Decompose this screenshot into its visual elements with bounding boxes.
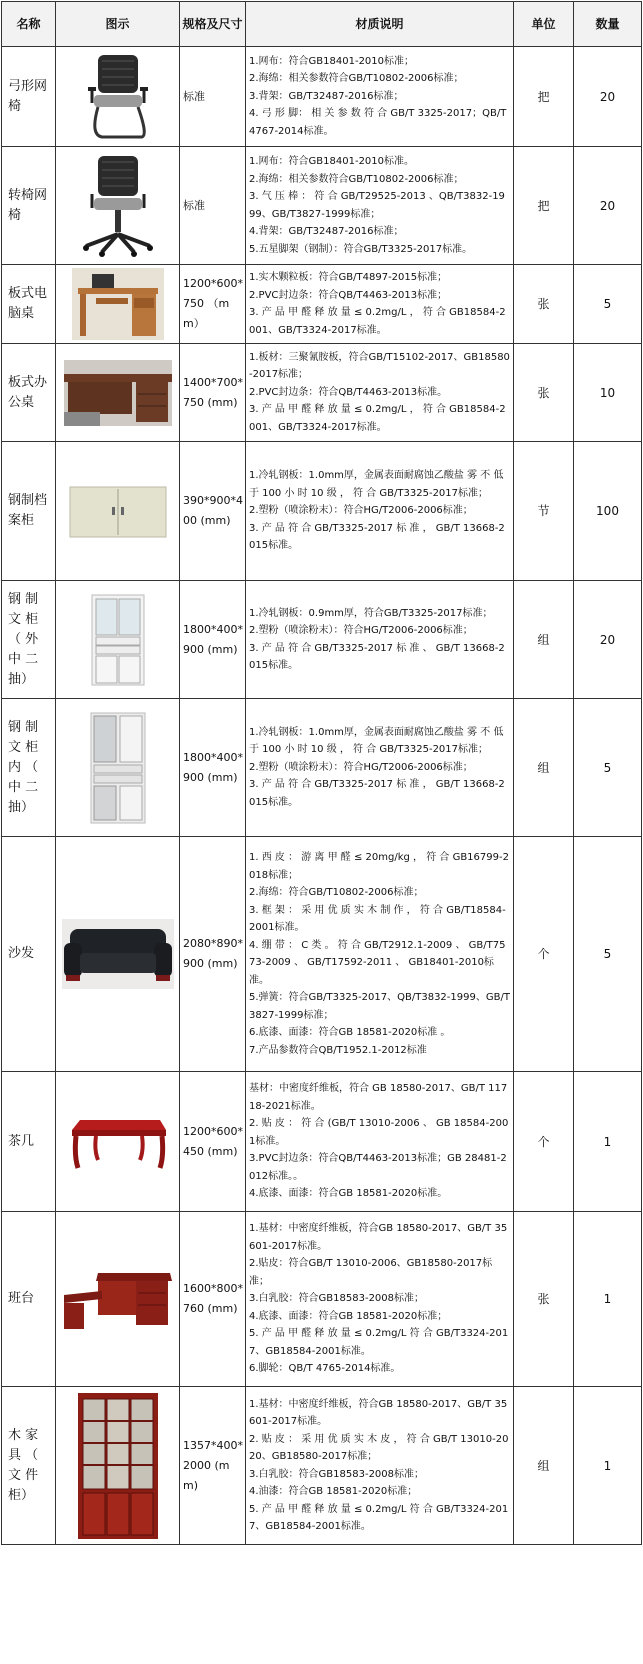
item-material — [246, 47, 514, 147]
table-row — [2, 581, 642, 699]
item-qty: 10 — [574, 344, 642, 442]
material-line: 3.背架：GB/T32487-2016标准； — [249, 90, 404, 102]
item-image — [56, 1212, 180, 1387]
bow-mesh-chair-icon — [56, 51, 179, 143]
item-name: 木 家 具 （ 文 件柜） — [2, 1387, 56, 1545]
leather-sofa-icon — [56, 919, 179, 989]
header-unit: 单位 — [514, 2, 574, 47]
item-qty: 20 — [574, 47, 642, 147]
material-line: 1.冷轧钢板：1.0mm厚，金属表面耐腐蚀乙酸盐 雾 不 低 于 100 小 时 10 级 ， 符 合 GB/T3325-2017标准； — [249, 726, 504, 756]
material-line: 1.基材：中密度纤维板，符合GB 18580-2017、GB/T 35601-2017标准。 — [249, 1223, 508, 1252]
table-row — [2, 1072, 642, 1212]
item-name: 沙发 — [2, 837, 56, 1072]
item-unit: 节 — [514, 442, 574, 581]
item-unit: 个 — [514, 1072, 574, 1212]
material-line: 2.海绵：相关参数符合GB/T10802-2006标准； — [249, 73, 464, 85]
material-line: 3. 产 品 符 合 GB/T3325-2017 标 准 ， GB/T 13668-2015标准。 — [249, 522, 505, 552]
item-spec: 1200*600*750 （mm） — [180, 265, 246, 344]
steel-door-cabinet-icon — [56, 711, 179, 825]
executive-desk-icon — [56, 1263, 179, 1335]
material-line: 4. 弓 形 脚： 相 关 参 数 符 合 GB/T 3325-2017；QB/T4767-2014标准。 — [249, 108, 507, 137]
office-desk-icon — [56, 360, 179, 426]
material-line: 2.塑粉（喷涂粉末）：符合HG/T2006-2006标准； — [249, 761, 473, 773]
wooden-bookcase-icon — [56, 1391, 179, 1541]
header-qty: 数量 — [574, 2, 642, 47]
item-image — [56, 265, 180, 344]
header-name: 名称 — [2, 2, 56, 47]
item-spec: 1600*800*760 (mm) — [180, 1212, 246, 1387]
table-header-row — [2, 2, 642, 47]
item-qty: 5 — [574, 265, 642, 344]
item-spec: 1400*700*750 (mm) — [180, 344, 246, 442]
material-line: 2.PVC封边条：符合QB/T4463-2013标准； — [249, 289, 448, 301]
table-row — [2, 699, 642, 837]
item-material — [246, 1072, 514, 1212]
item-qty: 1 — [574, 1387, 642, 1545]
material-line: 4.底漆、面漆：符合GB 18581-2020标准。 — [249, 1188, 448, 1200]
material-line: 3.白乳胶：符合GB18583-2008标准； — [249, 1468, 425, 1480]
item-material — [246, 1387, 514, 1545]
item-spec: 1200*600*450 (mm) — [180, 1072, 246, 1212]
material-line: 1.基材：中密度纤维板，符合GB 18580-2017、GB/T 35601-2017标准。 — [249, 1398, 508, 1427]
glass-door-cabinet-icon — [56, 593, 179, 687]
table-row — [2, 1212, 642, 1387]
item-material — [246, 442, 514, 581]
item-name: 钢制档案柜 — [2, 442, 56, 581]
item-spec: 1800*400*900 (mm) — [180, 581, 246, 699]
table-row — [2, 47, 642, 147]
item-image — [56, 47, 180, 147]
material-line: 4.油漆：符合GB 18581-2020标准； — [249, 1486, 418, 1497]
table-row — [2, 442, 642, 581]
item-image — [56, 581, 180, 699]
item-qty: 20 — [574, 147, 642, 265]
material-line: 5. 产 品 甲 醛 释 放 量 ≤ 0.2mg/L 符 合 GB/T3324-2017、GB18584-2001标准。 — [249, 1503, 509, 1532]
table-row — [2, 344, 642, 442]
item-unit: 张 — [514, 344, 574, 442]
item-name: 钢 制 文 柜 （ 外 中 二 抽） — [2, 581, 56, 699]
material-line: 4.底漆、面漆：符合GB 18581-2020标准； — [249, 1310, 448, 1322]
material-line: 1. 西 皮 ： 游 离 甲 醛 ≤ 20mg/kg ， 符 合 GB16799-2018标准； — [249, 852, 509, 881]
material-line: 5. 产 品 甲 醛 释 放 量 ≤ 0.2mg/L 符 合 GB/T3324-2017、GB18584-2001标准。 — [249, 1328, 509, 1357]
table-row — [2, 265, 642, 344]
item-unit: 张 — [514, 265, 574, 344]
item-name: 钢 制 文 柜 内 （ 中 二 抽） — [2, 699, 56, 837]
material-line: 3. 产 品 符 合 GB/T3325-2017 标 准 、 GB/T 13668-2015标准。 — [249, 642, 505, 671]
item-unit: 个 — [514, 837, 574, 1072]
steel-file-cabinet-icon — [56, 483, 179, 539]
material-line: 3.白乳胶：符合GB18583-2008标准； — [249, 1293, 425, 1305]
tea-table-icon — [56, 1112, 179, 1172]
item-spec: 标准 — [180, 147, 246, 265]
item-name: 转椅网椅 — [2, 147, 56, 265]
item-name: 茶几 — [2, 1072, 56, 1212]
item-qty: 100 — [574, 442, 642, 581]
material-line: 2.塑粉（喷涂粉末）：符合HG/T2006-2006标准； — [249, 505, 473, 517]
item-qty: 1 — [574, 1212, 642, 1387]
item-qty: 1 — [574, 1072, 642, 1212]
item-spec: 1800*400*900 (mm) — [180, 699, 246, 837]
material-line: 7.产品参数符合QB/T1952.1-2012标准 — [249, 1044, 427, 1056]
material-line: 3. 气 压 棒 ： 符 合 GB/T29525-2013 、QB/T3832-1999、GB/T3827-1999标准； — [249, 191, 505, 220]
header-material: 材质说明 — [246, 2, 514, 47]
material-line: 2.塑粉（喷涂粉末）：符合HG/T2006-2006标准； — [249, 625, 473, 636]
item-spec: 390*900*400 (mm) — [180, 442, 246, 581]
table-row — [2, 147, 642, 265]
material-line: 2.贴皮：符合GB/T 13010-2006、GB18580-2017标准； — [249, 1258, 493, 1287]
item-qty: 5 — [574, 699, 642, 837]
item-unit: 组 — [514, 1387, 574, 1545]
item-material — [246, 699, 514, 837]
computer-desk-icon — [56, 268, 179, 340]
material-line: 3. 产 品 符 合 GB/T3325-2017 标 准 ， GB/T 13668-2015标准。 — [249, 779, 505, 808]
table-row — [2, 837, 642, 1072]
material-line: 5.五星脚架（钢制）：符合GB/T3325-2017标准。 — [249, 243, 473, 255]
swivel-mesh-chair-icon — [56, 152, 179, 260]
item-material — [246, 265, 514, 344]
item-spec: 标准 — [180, 47, 246, 147]
item-name: 板式电脑桌 — [2, 265, 56, 344]
item-spec: 2080*890*900 (mm) — [180, 837, 246, 1072]
material-line: 1.实木颗粒板：符合GB/T4897-2015标准； — [249, 272, 448, 283]
material-line: 2. 贴 皮 ： 符 合 (GB/T 13010-2006 、 GB 18584-2001标准。 — [249, 1118, 509, 1147]
material-line: 3. 框 架 ： 采 用 优 质 实 木 制 作 ， 符 合 GB/T18584-2001标准。 — [249, 904, 506, 933]
item-unit: 把 — [514, 147, 574, 265]
material-line: 1.网布：符合GB18401-2010标准； — [249, 55, 415, 67]
material-line: 4.背架：GB/T32487-2016标准； — [249, 226, 404, 237]
item-material — [246, 147, 514, 265]
item-image — [56, 699, 180, 837]
material-line: 2.海绵：符合GB/T10802-2006标准； — [249, 887, 424, 898]
material-line: 3.PVC封边条：符合QB/T4463-2013标准；GB 28481-2012标准。。 — [249, 1153, 507, 1182]
item-material — [246, 344, 514, 442]
item-material — [246, 1212, 514, 1387]
header-image: 图示 — [56, 2, 180, 47]
item-image — [56, 837, 180, 1072]
item-unit: 组 — [514, 699, 574, 837]
item-unit: 张 — [514, 1212, 574, 1387]
material-line: 2.PVC封边条：符合QB/T4463-2013标准。 — [249, 386, 448, 398]
item-image — [56, 1387, 180, 1545]
item-material — [246, 837, 514, 1072]
material-line: 基材：中密度纤维板，符合 GB 18580-2017、GB/T 11718-2021标准。 — [249, 1083, 508, 1112]
material-line: 2.海绵：相关参数符合GB/T10802-2006标准； — [249, 173, 464, 185]
material-line: 6.脚轮：QB/T 4765-2014标准。 — [249, 1363, 401, 1375]
item-spec: 1357*400*2000 (mm) — [180, 1387, 246, 1545]
item-image — [56, 442, 180, 581]
item-name: 班台 — [2, 1212, 56, 1387]
material-line: 6.底漆、面漆：符合GB 18581-2020标准 。 — [249, 1027, 451, 1038]
item-unit: 把 — [514, 47, 574, 147]
item-qty: 5 — [574, 837, 642, 1072]
item-image — [56, 147, 180, 265]
item-qty: 20 — [574, 581, 642, 699]
material-line: 1.板材：三聚氰胺板，符合GB/T15102-2017、GB18580-2017标准； — [249, 351, 510, 381]
material-line: 2. 贴 皮 ： 采 用 优 质 实 木 皮 ， 符 合 GB/T 13010-2020、GB18580-2017标准； — [249, 1433, 509, 1462]
item-image — [56, 1072, 180, 1212]
item-material — [246, 581, 514, 699]
material-line: 1.网布：符合GB18401-2010标准。 — [249, 156, 415, 167]
item-unit: 组 — [514, 581, 574, 699]
header-spec: 规格及尺寸 — [180, 2, 246, 47]
material-line: 3. 产 品 甲 醛 释 放 量 ≤ 0.2mg/L ， 符 合 GB18584-2001、GB/T3324-2017标准。 — [249, 307, 506, 336]
material-line: 1.冷轧钢板：1.0mm厚，金属表面耐腐蚀乙酸盐 雾 不 低 于 100 小 时 10 级 ， 符 合 GB/T3325-2017标准； — [249, 470, 504, 499]
item-name: 板式办公桌 — [2, 344, 56, 442]
item-name: 弓形网椅 — [2, 47, 56, 147]
material-line: 1.冷轧钢板：0.9mm厚，符合GB/T3325-2017标准； — [249, 607, 493, 619]
table-row — [2, 1387, 642, 1545]
material-line: 3. 产 品 甲 醛 释 放 量 ≤ 0.2mg/L ， 符 合 GB18584-2001、GB/T3324-2017标准。 — [249, 404, 506, 433]
material-line: 5.弹簧：符合GB/T3325-2017、QB/T3832-1999、GB/T3827-1999标准； — [249, 992, 510, 1021]
item-image — [56, 344, 180, 442]
furniture-spec-table — [1, 1, 642, 1545]
material-line: 4. 绷 带 ： C 类 。 符 合 GB/T2912.1-2009 、 GB/T7573-2009 、 GB/T17592-2011 、 GB18401-2010标准。 — [249, 939, 506, 986]
